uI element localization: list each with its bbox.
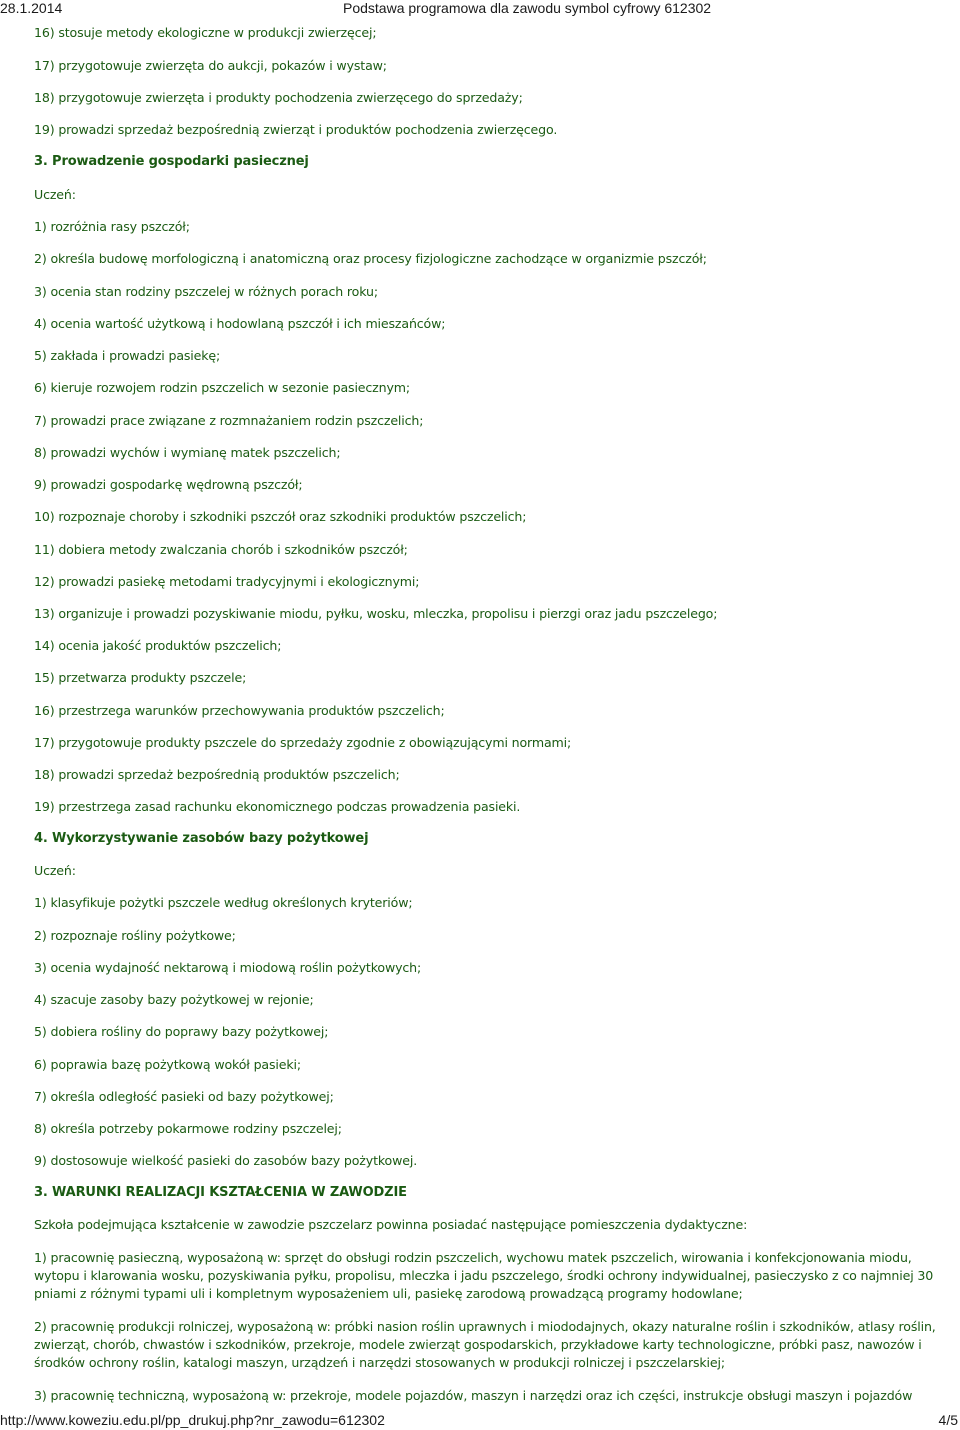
paragraph: 3) pracownię techniczną, wyposażoną w: przekroje, modele pojazdów, maszyn i narzędzi oraz ich części, instrukcje obsługi maszyn i pojazdów	[34, 1388, 913, 1403]
print-header-title: Podstawa programowa dla zawodu symbol cyfrowy 612302	[343, 0, 712, 16]
list-item: 5) dobiera rośliny do poprawy bazy pożytkowej;	[34, 1024, 329, 1039]
list-item: 4) ocenia wartość użytkową i hodowlaną pszczół i ich mieszańców;	[34, 316, 446, 331]
list-item: 17) przygotowuje produkty pszczele do sprzedaży zgodnie z obowiązującymi normami;	[34, 735, 572, 750]
list-item: 1) rozróżnia rasy pszczół;	[34, 219, 190, 234]
list-item: 7) określa odległość pasieki od bazy pożytkowej;	[34, 1089, 334, 1104]
list-item: 1) klasyfikuje pożytki pszczele według określonych kryteriów;	[34, 895, 413, 910]
learner-label: Uczeń:	[34, 863, 76, 878]
list-item: 6) poprawia bazę pożytkową wokół pasieki;	[34, 1057, 301, 1072]
list-item: 8) prowadzi wychów i wymianę matek pszczelich;	[34, 445, 341, 460]
intro-paragraph: Szkoła podejmująca kształcenie w zawodzie pszczelarz powinna posiadać następujące pomieszczenia dydaktyczne:	[34, 1217, 748, 1232]
list-item: 8) określa potrzeby pokarmowe rodziny pszczelej;	[34, 1121, 342, 1136]
list-item: 18) prowadzi sprzedaż bezpośrednią produktów pszczelich;	[34, 767, 400, 782]
page-number: 4/5	[938, 1412, 958, 1428]
list-item: 9) prowadzi gospodarkę wędrowną pszczół;	[34, 477, 303, 492]
paragraph: 2) pracownię produkcji rolniczej, wyposażoną w: próbki nasion roślin uprawnych i miododajnych, okazy naturalne roślin i szkodników, atlasy roślin, zwierząt, chorób, chwastów i szkodników, przekroje, modele zwierząt gospodarskich, przykładowe karty technologiczne, próbki pasz, nawozów i środków ochrony roślin, katalogi maszyn, urządzeń i narzędzi stosowanych w produkcji rolniczej i pszczelarskiej;	[34, 1319, 936, 1370]
list-item: 2) określa budowę morfologiczną i anatomiczną oraz procesy fizjologiczne zachodzące w organizmie pszczół;	[34, 251, 707, 266]
list-item: 16) stosuje metody ekologiczne w produkcji zwierzęcej;	[34, 25, 377, 40]
chapter-heading: 3. WARUNKI REALIZACJI KSZTAŁCENIA W ZAWODZIE	[34, 1185, 407, 1200]
list-item: 3) ocenia wydajność nektarową i miodową roślin pożytkowych;	[34, 960, 422, 975]
list-item: 4) szacuje zasoby bazy pożytkowej w rejonie;	[34, 992, 314, 1007]
list-item: 10) rozpoznaje choroby i szkodniki pszczół oraz szkodniki produktów pszczelich;	[34, 509, 527, 524]
list-item: 6) kieruje rozwojem rodzin pszczelich w sezonie pasiecznym;	[34, 380, 410, 395]
list-item: 19) prowadzi sprzedaż bezpośrednią zwierząt i produktów pochodzenia zwierzęcego.	[34, 122, 558, 137]
paragraph: 1) pracownię pasieczną, wyposażoną w: sprzęt do obsługi rodzin pszczelich, wychowu matek pszczelich, wirowania i konfekcjonowania miodu, wytopu i klarowania wosku, pozyskiwania pyłku, propolisu, mleczka i jadu pszczelego, środki ochrony indywidualnej, pasieczysko z co najmniej 30 pniami z różnymi typami uli i kompletnym wyposażeniem uli, pasiekę zarodową prowadzącą programy hodowlane;	[34, 1250, 934, 1301]
list-item: 3) ocenia stan rodziny pszczelej w różnych porach roku;	[34, 284, 378, 299]
list-item: 19) przestrzega zasad rachunku ekonomicznego podczas prowadzenia pasieki.	[34, 799, 521, 814]
list-item: 5) zakłada i prowadzi pasiekę;	[34, 348, 221, 363]
list-item: 13) organizuje i prowadzi pozyskiwanie miodu, pyłku, wosku, mleczka, propolisu i pierzgi oraz jadu pszczelego;	[34, 606, 718, 621]
list-item: 14) ocenia jakość produktów pszczelich;	[34, 638, 282, 653]
list-item: 12) prowadzi pasiekę metodami tradycyjnymi i ekologicznymi;	[34, 574, 420, 589]
learner-label: Uczeń:	[34, 187, 76, 202]
list-item: 18) przygotowuje zwierzęta i produkty pochodzenia zwierzęcego do sprzedaży;	[34, 90, 523, 105]
list-item: 17) przygotowuje zwierzęta do aukcji, pokazów i wystaw;	[34, 58, 387, 73]
list-item: 2) rozpoznaje rośliny pożytkowe;	[34, 928, 236, 943]
source-url: http://www.koweziu.edu.pl/pp_drukuj.php?nr_zawodu=612302	[0, 1412, 385, 1428]
list-item: 11) dobiera metody zwalczania chorób i szkodników pszczół;	[34, 542, 408, 557]
list-item: 9) dostosowuje wielkość pasieki do zasobów bazy pożytkowej.	[34, 1153, 418, 1168]
list-item: 15) przetwarza produkty pszczele;	[34, 670, 247, 685]
section-heading: 3. Prowadzenie gospodarki pasiecznej	[34, 154, 309, 169]
section-heading: 4. Wykorzystywanie zasobów bazy pożytkowej	[34, 831, 369, 846]
print-date: 28.1.2014	[0, 0, 63, 16]
list-item: 7) prowadzi prace związane z rozmnażaniem rodzin pszczelich;	[34, 413, 424, 428]
list-item: 16) przestrzega warunków przechowywania produktów pszczelich;	[34, 703, 445, 718]
